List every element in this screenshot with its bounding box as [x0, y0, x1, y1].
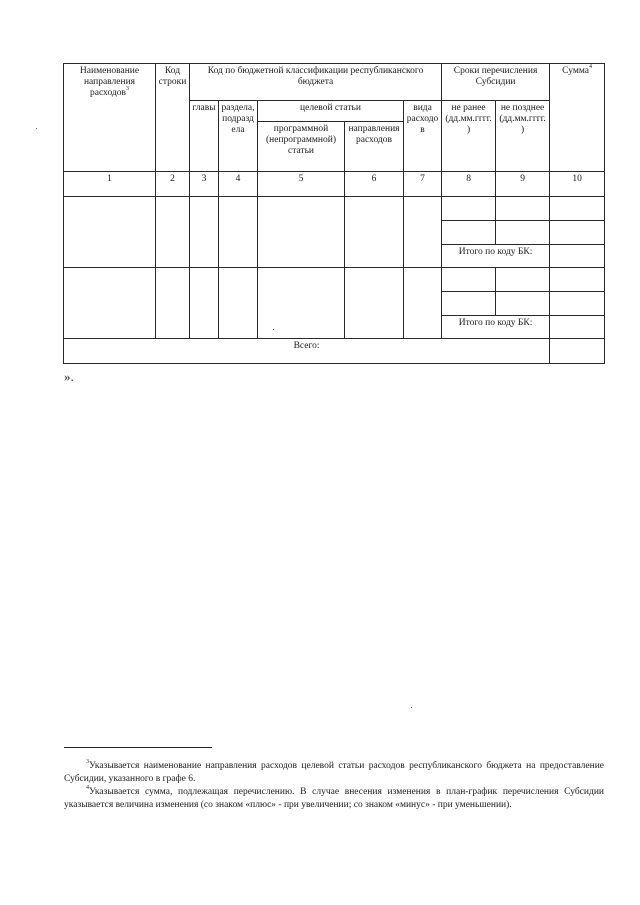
column-number: 3 — [190, 172, 219, 197]
table-cell — [442, 292, 496, 316]
header-programmnoy-stati: программной (непрограммной) статьи — [258, 122, 345, 172]
itogo-po-kodu-bk-label: Итого по коду БК: — [442, 245, 550, 268]
footnote-number: 3 — [86, 759, 89, 765]
table-cell — [190, 197, 219, 268]
table-cell — [64, 197, 156, 268]
table-cell — [219, 268, 258, 339]
footnote-ref-4: 4 — [589, 64, 593, 70]
header-vida-rashodov: вида расходов — [404, 101, 442, 172]
subsidy-schedule-table — [63, 63, 605, 364]
header-napravleniya-rashodov: направления расходов — [345, 122, 404, 172]
column-number: 6 — [345, 172, 404, 197]
table-cell — [64, 268, 156, 339]
table-cell — [550, 316, 605, 339]
table-cell — [190, 268, 219, 339]
scan-speck — [36, 128, 37, 129]
table-cell — [258, 268, 345, 339]
column-number: 9 — [496, 172, 550, 197]
footnote-number: 4 — [86, 785, 89, 791]
footnote-separator — [64, 747, 212, 748]
closing-quote-mark: ». — [64, 369, 74, 384]
column-number: 4 — [219, 172, 258, 197]
table-cell — [550, 245, 605, 268]
table-cell — [442, 221, 496, 245]
header-celevoy-stati: целевой статьи — [258, 101, 404, 122]
column-number: 7 — [404, 172, 442, 197]
table-cell — [496, 197, 550, 221]
table-cell — [156, 197, 190, 268]
footnotes — [64, 760, 604, 812]
column-number: 2 — [156, 172, 190, 197]
table-cell — [404, 197, 442, 268]
table-cell — [496, 221, 550, 245]
column-number: 10 — [550, 172, 605, 197]
footnote-ref-3: 3 — [126, 86, 129, 92]
header-ne-ranee: не ранее (дд.мм.гггг.) — [442, 101, 496, 172]
header-glavy: главы — [190, 101, 219, 172]
table-cell — [219, 197, 258, 268]
scan-speck — [273, 329, 274, 330]
table-cell — [550, 221, 605, 245]
table-cell — [496, 268, 550, 292]
table-cell — [496, 292, 550, 316]
itogo-po-kodu-bk-label: Итого по коду БК: — [442, 316, 550, 339]
vsego-label: Всего: — [64, 339, 550, 364]
table-cell — [345, 268, 404, 339]
table-cell — [345, 197, 404, 268]
table-cell — [550, 268, 605, 292]
header-kod-stroki: Код строки — [156, 64, 190, 172]
header-naim-napravleniya: Наименование направления расходов$^3$ — [64, 64, 156, 172]
table-cell — [156, 268, 190, 339]
header-summa: Сумма$^4$ — [550, 64, 605, 172]
vsego-value-cell — [550, 339, 605, 364]
table-cell — [442, 268, 496, 292]
scan-speck — [411, 707, 412, 708]
footnote-3 — [64, 760, 604, 786]
header-sroki: Сроки перечисления Субсидии — [442, 64, 550, 101]
column-number: 1 — [64, 172, 156, 197]
table-cell — [550, 292, 605, 316]
table-cell — [550, 197, 605, 221]
column-number: 8 — [442, 172, 496, 197]
footnote-4 — [64, 786, 604, 812]
footnote-text: Указывается наименование направления расходов целевой статьи расходов республиканского бюджета на предоставление Субсидии, указанного в графе 6. — [64, 761, 604, 784]
header-ne-pozdnee: не позднее (дд.мм.гггг.) — [496, 101, 550, 172]
header-kbk: Код по бюджетной классификации республиканского бюджета — [190, 64, 442, 101]
column-number: 5 — [258, 172, 345, 197]
header-razdela: раздела, подраздела — [219, 101, 258, 172]
footnote-text: Указывается сумма, подлежащая перечислению. В случае внесения изменения в план-график перечисления Субсидии указывается величина изменения (со знаком «плюс» - при увеличении; со знаком «минус» - при уменьшении). — [64, 787, 604, 810]
table-cell — [258, 197, 345, 268]
table-cell — [442, 197, 496, 221]
table-cell — [404, 268, 442, 339]
